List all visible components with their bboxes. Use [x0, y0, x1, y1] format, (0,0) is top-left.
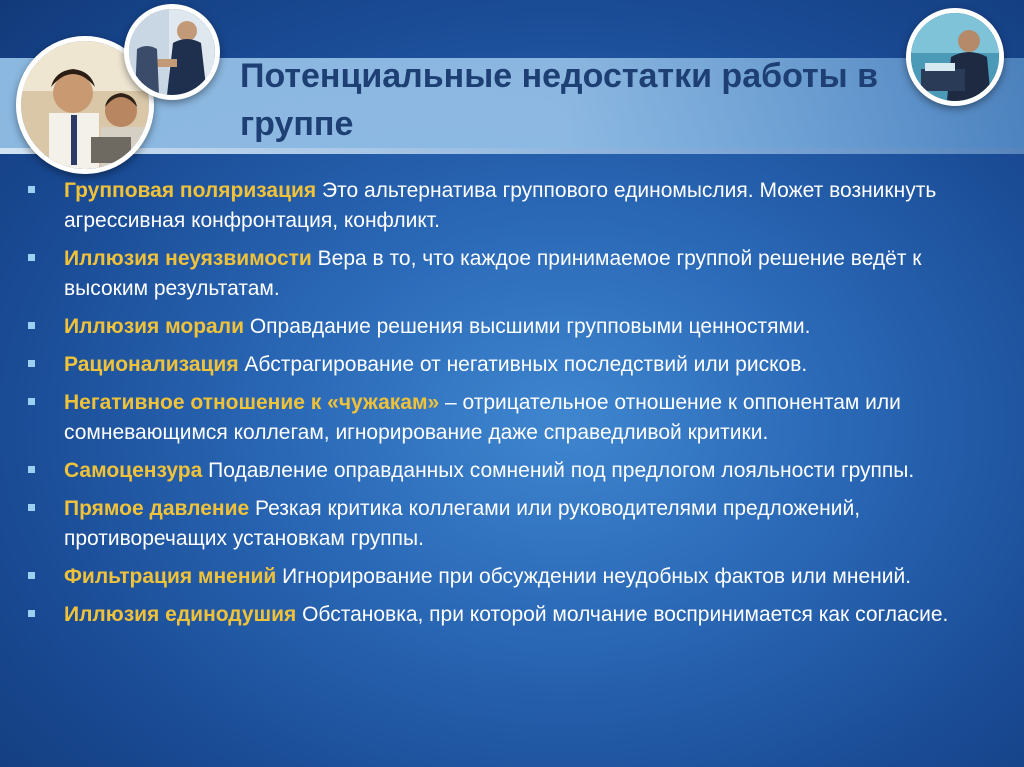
list-item	[28, 388, 1008, 448]
list-item	[28, 562, 1008, 592]
item-term: Иллюзия морали	[64, 315, 244, 338]
page-title: Потенциальные недостатки работы в группе	[240, 57, 879, 143]
item-text: Игнорирование при обсуждении неудобных фактов или мнений.	[276, 565, 912, 588]
handshake-photo	[124, 4, 220, 100]
item-term: Прямое давление	[64, 497, 250, 520]
item-term: Иллюзия неуязвимости	[64, 247, 312, 270]
item-term: Групповая поляризация	[64, 179, 317, 202]
list-item	[28, 350, 1008, 380]
bullet-icon	[28, 610, 35, 617]
bullet-icon	[28, 254, 35, 261]
businessman-photo	[906, 8, 1004, 106]
list-item	[28, 244, 1008, 304]
item-text: Резкая критика коллегами или руководителями предложений, противоречащих установкам группы.	[64, 497, 861, 550]
item-text: Абстрагирование от негативных последствий или рисков.	[238, 353, 808, 376]
item-term: Фильтрация мнений	[64, 565, 277, 588]
item-text: Это альтернатива группового единомыслия. Может возникнуть агрессивная конфронтация, конфликт.	[64, 179, 937, 232]
list-item	[28, 312, 1008, 342]
item-term: Иллюзия единодушия	[64, 603, 297, 626]
bullet-icon	[28, 466, 35, 473]
list-item	[28, 494, 1008, 554]
item-term: Самоцензура	[64, 459, 203, 482]
item-term: Негативное отношение к «чужакам»	[64, 391, 440, 414]
bullet-icon	[28, 322, 35, 329]
item-text: Оправдание решения высшими групповыми ценностями.	[244, 315, 811, 338]
item-term: Рационализация	[64, 353, 239, 376]
list-item	[28, 176, 1008, 236]
item-text: Обстановка, при которой молчание воспринимается как согласие.	[296, 603, 949, 626]
bullet-icon	[28, 398, 35, 405]
item-text: Вера в то, что каждое принимаемое группой решение ведёт к высоким результатам.	[64, 247, 922, 300]
item-text: – отрицательное отношение к оппонентам или сомневающимся коллегам, игнорирование даже справедливой критики.	[64, 391, 901, 444]
list-item	[28, 600, 1008, 630]
item-text: Подавление оправданных сомнений под предлогом лояльности группы.	[202, 459, 915, 482]
bullet-icon	[28, 360, 35, 367]
bullet-icon	[28, 572, 35, 579]
drawbacks-list	[28, 176, 1008, 638]
bullet-icon	[28, 186, 35, 193]
bullet-icon	[28, 504, 35, 511]
list-item	[28, 456, 1008, 486]
